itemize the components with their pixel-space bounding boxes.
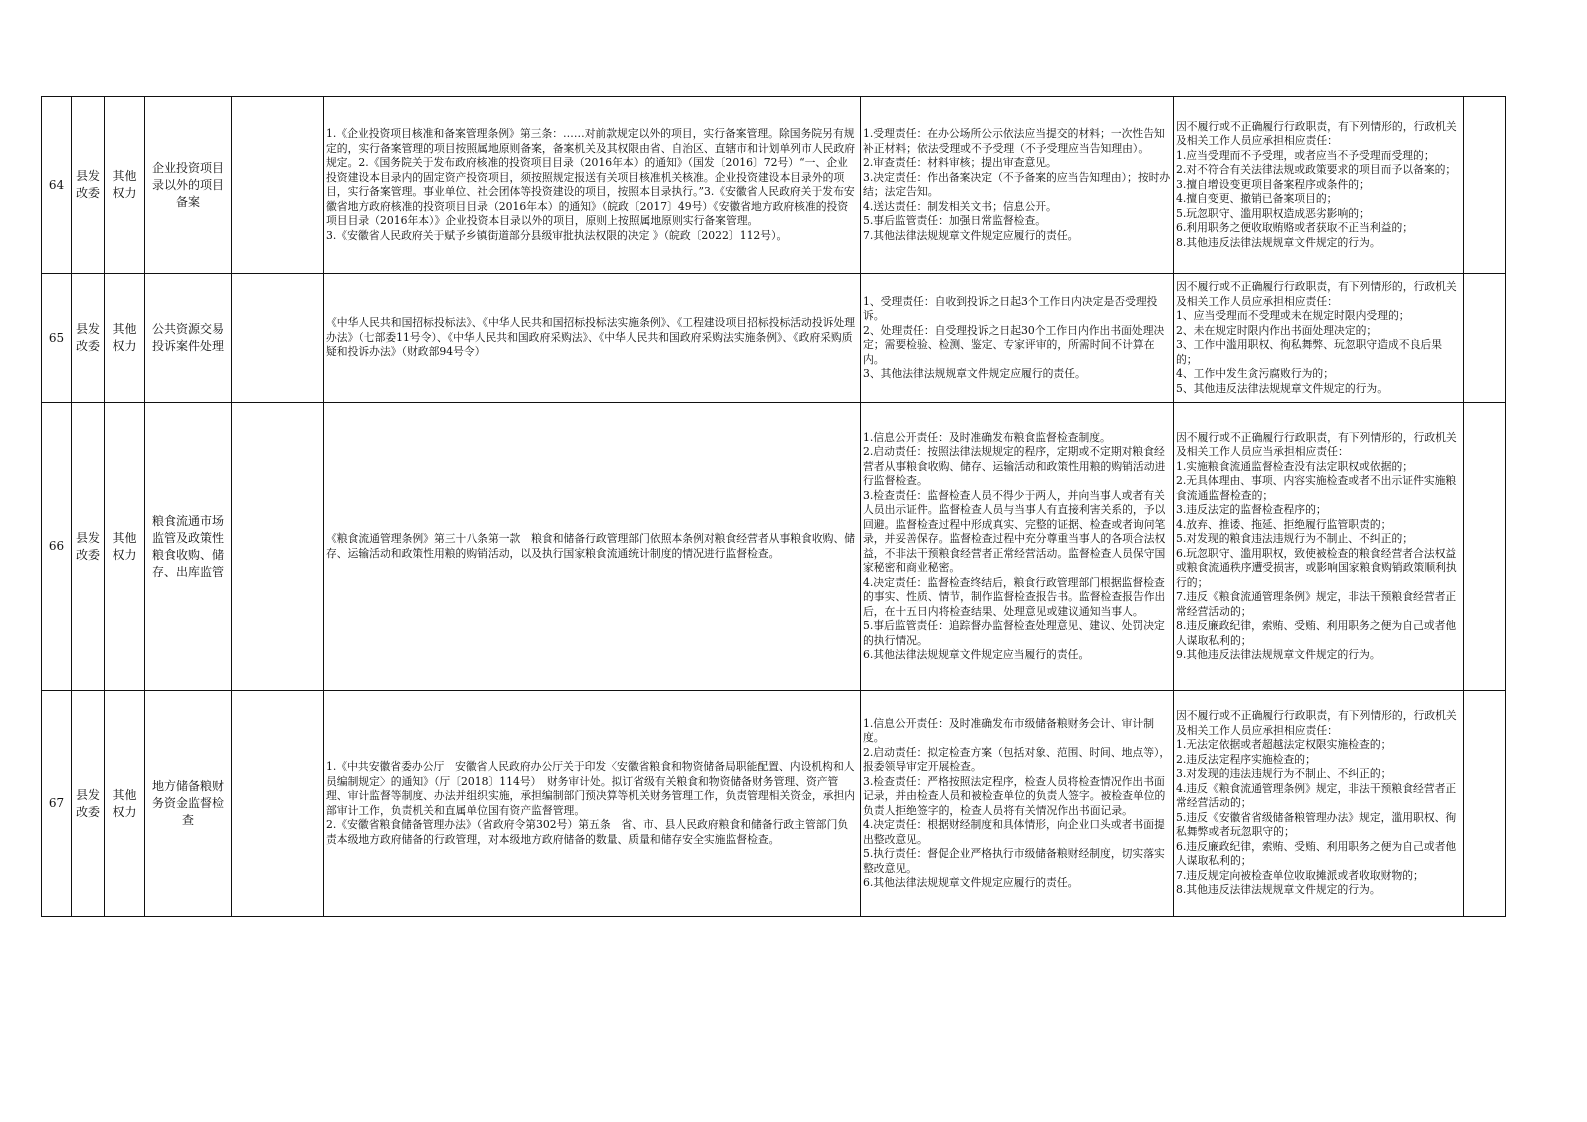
liability-cell-line: 因不履行或不正确履行行政职责，有下列情形的，行政机关及相关工作人员应承担相应责任： xyxy=(1176,280,1457,308)
liability-cell-line: 8.其他违反法律法规规章文件规定的行为。 xyxy=(1176,883,1381,897)
responsibility-cell-line: 6.其他法律法规规章文件规定应当履行的责任。 xyxy=(863,648,1090,661)
responsibility-cell-line: 3、其他法律法规规章文件规定应履行的责任。 xyxy=(863,367,1086,380)
liability-cell-line: 2、未在规定时限内作出书面处理决定的； xyxy=(1176,323,1378,337)
remarks-cell xyxy=(1464,403,1506,691)
liability-cell-line: 4.擅自变更、撤销已备案项目的； xyxy=(1176,192,1338,206)
responsibility-cell-line: 1.信息公开责任：及时准确发布粮食监督检查制度。 xyxy=(863,430,1111,444)
remarks-cell xyxy=(1464,274,1506,403)
liability-cell-line: 因不履行或不正确履行行政职责，有下列情形的，行政机关及相关工作人员应承担相应责任： xyxy=(1176,119,1457,148)
legal-basis-cell-line: 《粮食流通管理条例》第三十八条第一款 粮食和储备行政管理部门依照本条例对粮食经营者从事粮食收购、储存、运输活动和政策性用粮的购销活动，以及执行国家粮食流通统计制度的情况进行监督检查。 xyxy=(326,532,856,560)
item-number: 66 xyxy=(42,403,72,691)
sub-item-cell xyxy=(232,274,324,403)
legal-basis-cell xyxy=(324,691,861,917)
responsibility-cell xyxy=(861,403,1174,691)
power-name-cell: 粮食流通市场监管及政策性粮食收购、储存、出库监管 xyxy=(145,403,232,691)
liability-cell-line: 4.放弃、推诿、拖延、拒绝履行监管职责的； xyxy=(1176,517,1392,531)
liability-cell-line: 6.违反廉政纪律，索贿、受贿、利用职务之便为自己或者他人谋取私利的； xyxy=(1176,839,1457,868)
liability-cell-line: 因不履行或不正确履行行政职责，有下列情形的，行政机关及相关工作人员应当承担相应责任： xyxy=(1176,430,1457,458)
liability-cell-line: 3.擅自增设变更项目备案程序或条件的； xyxy=(1176,177,1370,191)
legal-basis-cell xyxy=(324,403,861,691)
remarks-cell xyxy=(1464,97,1506,274)
liability-cell-line: 因不履行或不正确履行行政职责，有下列情形的，行政机关及相关工作人员应承担相应责任： xyxy=(1176,709,1457,737)
legal-basis-cell-line: 2.《安徽省粮食储备管理办法》（省政府令第302号）第五条 省、市、县人民政府粮食和储备行政主管部门负责本级地方政府储备的行政管理，对本级地方政府储备的数量、质量和储存安全实施监督检查。 xyxy=(326,818,849,846)
liability-cell xyxy=(1174,691,1464,917)
item-number: 67 xyxy=(42,691,72,917)
liability-cell-line: 1.无法定依据或者超越法定权限实施检查的； xyxy=(1176,738,1392,752)
table-row xyxy=(42,97,1506,274)
responsibility-cell-line: 4.送达责任：制发相关文书；信息公开。 xyxy=(863,199,1057,213)
liability-cell-line: 1、应当受理而不受理或未在规定时限内受理的； xyxy=(1176,309,1410,322)
responsibility-cell-line: 5.事后监管责任：加强日常监督检查。 xyxy=(863,214,1047,227)
liability-cell-line: 9.其他违反法律法规规章文件规定的行为。 xyxy=(1176,648,1381,661)
responsibility-cell-line: 1、受理责任：自收到投诉之日起3个工作日内决定是否受理投诉。 xyxy=(863,294,1158,322)
liability-cell-line: 5.违反《安徽省省级储备粮管理办法》规定，滥用职权、徇私舞弊或者玩忽职守的； xyxy=(1176,810,1457,839)
table-row xyxy=(42,691,1506,917)
legal-basis-cell-line: 《中华人民共和国招标投标法》、《中华人民共和国招标投标法实施条例》、《工程建设项目招标投标活动投诉处理办法》（七部委11号令）、《中华人民共和国政府采购法》、《中华人民共和国政府采购法实施条例》、《政府采购质疑和投诉办法》（财政部94号令） xyxy=(326,316,856,359)
responsibility-cell-line: 5.事后监管责任：追踪督办监督检查处理意见、建议、处罚决定的执行情况。 xyxy=(863,619,1165,647)
department-cell: 县发改委 xyxy=(72,691,105,917)
liability-cell-line: 2.无具体理由、事项、内容实施检查或者不出示证件实施粮食流通监督检查的； xyxy=(1176,474,1457,502)
power-name-cell: 公共资源交易投诉案件处理 xyxy=(145,274,232,403)
responsibility-cell-line: 2.审查责任：材料审核；提出审查意见。 xyxy=(863,156,1057,169)
liability-cell-line: 3.对发现的违法违规行为不制止、不纠正的； xyxy=(1176,767,1392,781)
responsibility-cell-line: 1.受理责任：在办公场所公示依法应当提交的材料；一次性告知补正材料；依法受理或不予受理（不予受理应当告知理由）。 xyxy=(863,127,1165,155)
liability-cell-line: 2.违反法定程序实施检查的； xyxy=(1176,752,1316,766)
liability-cell-line: 3、工作中滥用职权、徇私舞弊、玩忽职守造成不良后果的； xyxy=(1176,338,1442,366)
liability-cell xyxy=(1174,403,1464,691)
legal-basis-cell-line: 3.《安徽省人民政府关于赋予乡镇街道部分县级审批执法权限的决定 》（皖政〔2022〕112号）。 xyxy=(326,228,788,242)
sub-item-cell xyxy=(232,691,324,917)
responsibility-cell-line: 4.决定责任：监督检查终结后，粮食行政管理部门根据监督检查的事实、性质、情节，制作监督检查报告书。监督检查报告作出后，在十五日内将检查结果、处理意见或建议通知当事人。 xyxy=(863,575,1166,618)
item-number: 64 xyxy=(42,97,72,274)
legal-basis-cell xyxy=(324,97,861,274)
responsibility-cell xyxy=(861,274,1174,403)
department-cell: 县发改委 xyxy=(72,97,105,274)
responsibility-cell-line: 5.执行责任：督促企业严格执行市级储备粮财经制度，切实落实整改意见。 xyxy=(863,847,1165,875)
responsibility-cell-line: 2.启动责任：拟定检查方案（包括对象、范围、时间、地点等），报委领导审定开展检查。 xyxy=(863,745,1171,773)
liability-cell-line: 4.违反《粮食流通管理条例》规定，非法干预粮食经营者正常经营活动的； xyxy=(1176,781,1457,810)
liability-cell-line: 8.其他违反法律法规规章文件规定的行为。 xyxy=(1176,235,1381,249)
liability-cell xyxy=(1174,97,1464,274)
liability-cell-line: 5、其他违反法律法规规章文件规定的行为。 xyxy=(1176,381,1389,395)
liability-cell xyxy=(1174,274,1464,403)
responsibility-cell-line: 1.信息公开责任：及时准确发布市级储备粮财务会计、审计制度。 xyxy=(863,716,1155,744)
liability-cell-line: 3.违反法定的监督检查程序的； xyxy=(1176,503,1327,516)
legal-basis-cell xyxy=(324,274,861,403)
liability-cell-line: 5.对发现的粮食违法违规行为不制止、不纠正的； xyxy=(1176,532,1414,545)
liability-cell-line: 1.应当受理而不予受理，或者应当不予受理而受理的； xyxy=(1176,148,1435,162)
power-name-cell: 地方储备粮财务资金监督检查 xyxy=(145,691,232,917)
department-cell: 县发改委 xyxy=(72,403,105,691)
power-list-table xyxy=(41,96,1506,917)
power-type-cell: 其他权力 xyxy=(105,691,145,917)
liability-cell-line: 8.违反廉政纪律，索贿、受贿、利用职务之便为自己或者他人谋取私利的； xyxy=(1176,619,1457,647)
liability-cell-line: 6.利用职务之便收取贿赂或者获取不正当利益的； xyxy=(1176,221,1414,235)
liability-cell-line: 7.违反《粮食流通管理条例》规定，非法干预粮食经营者正常经营活动的； xyxy=(1176,590,1457,618)
legal-basis-cell-line: 1.《中共安徽省委办公厅 安徽省人民政府办公厅关于印发〈安徽省粮食和物资储备局职能配置、内设机构和人员编制规定〉的通知》（厅〔2018〕114号） 财务审计处。拟订省级有关粮食和物资储备财务管理、资产管理、审计监督等制度、办法并组织实施，承担编制部门预决算等机关财务管理工作，负责管理相关资金，承担内部审计工作，负责机关和直属单位国有资产监督管理。 xyxy=(326,760,856,817)
responsibility-cell xyxy=(861,97,1174,274)
table-row xyxy=(42,274,1506,403)
legal-basis-cell-line: 1.《企业投资项目核准和备案管理条例》第三条：……对前款规定以外的项目，实行备案管理。除国务院另有规定的，实行备案管理的项目按照属地原则备案，备案机关及其权限由省、自治区、直辖市和计划单列市人民政府规定。2.《国务院关于发布政府核准的投资项目目录（2016年本）的通知》（国发〔2016〕72号）“一、企业投资建设本目录内的固定资产投资项目，须按照规定报送有关项目核准机关核准。企业投资建设本目录外的项目，实行备案管理。事业单位、社会团体等投资建设的项目，按照本目录执行。”3.《安徽省人民政府关于发布安徽省地方政府核准的投资项目目录（2016年本）的通知》（皖政〔2017〕49号）《安徽省地方政府核准的投资项目目录（2016年本）》企业投资本目录以外的项目，原则上按照属地原则实行备案管理。 xyxy=(326,127,856,227)
power-type-cell: 其他权力 xyxy=(105,403,145,691)
liability-cell-line: 5.玩忽职守、滥用职权造成恶劣影响的； xyxy=(1176,206,1370,220)
department-cell: 县发改委 xyxy=(72,274,105,403)
liability-cell-line: 2.对不符合有关法律法规或政策要求的项目而予以备案的； xyxy=(1176,163,1457,177)
responsibility-cell-line: 6.其他法律法规规章文件规定应履行的责任。 xyxy=(863,876,1079,889)
responsibility-cell xyxy=(861,691,1174,917)
sub-item-cell xyxy=(232,403,324,691)
responsibility-cell-line: 2、处理责任：自受理投诉之日起30个工作日内作出书面处理决定；需要检验、检测、鉴定、专家评审的，所需时间不计算在内。 xyxy=(863,323,1165,366)
power-name-cell: 企业投资项目录以外的项目备案 xyxy=(145,97,232,274)
responsibility-cell-line: 2.启动责任：按照法律法规规定的程序，定期或不定期对粮食经营者从事粮食收购、储存、运输活动和政策性用粮的购销活动进行监督检查。 xyxy=(863,445,1166,487)
power-type-cell: 其他权力 xyxy=(105,274,145,403)
liability-cell-line: 1.实施粮食流通监督检查没有法定职权或依据的； xyxy=(1176,459,1414,473)
item-number: 65 xyxy=(42,274,72,403)
responsibility-cell-line: 3.决定责任：作出备案决定（不予备案的应当告知理由）；按时办结；法定告知。 xyxy=(863,170,1171,198)
table-row xyxy=(42,403,1506,691)
remarks-cell xyxy=(1464,691,1506,917)
power-type-cell: 其他权力 xyxy=(105,97,145,274)
liability-cell-line: 4、工作中发生贪污腐败行为的； xyxy=(1176,367,1335,380)
responsibility-cell-line: 7.其他法律法规规章文件规定应履行的责任。 xyxy=(863,228,1079,242)
sub-item-cell xyxy=(232,97,324,274)
responsibility-cell-line: 3.检查责任：监督检查人员不得少于两人，并向当事人或者有关人员出示证件。监督检查人员与当事人有直接利害关系的，予以回避。监督检查过程中形成真实、完整的证据、检查或者询问笔录，并妥善保存。监督检查过程中充分尊重当事人的各项合法权益，不非法干预粮食经营者正常经营活动。监督检查人员保守国家秘密和商业秘密。 xyxy=(863,488,1166,574)
liability-cell-line: 7.违反规定向被检查单位收取摊派或者收取财物的； xyxy=(1176,868,1424,882)
responsibility-cell-line: 3.检查责任：严格按照法定程序，检查人员将检查情况作出书面记录，并由检查人员和被检查单位的负责人签字。被检查单位的负责人拒绝签字的，检查人员将有关情况作出书面记录。 xyxy=(863,774,1166,817)
liability-cell-line: 6.玩忽职守、滥用职权，致使被检查的粮食经营者合法权益或粮食流通秩序遭受损害，或影响国家粮食购销政策顺利执行的； xyxy=(1176,546,1457,589)
responsibility-cell-line: 4.决定责任：根据财经制度和具体情形，向企业口头或者书面提出整改意见。 xyxy=(863,818,1165,846)
